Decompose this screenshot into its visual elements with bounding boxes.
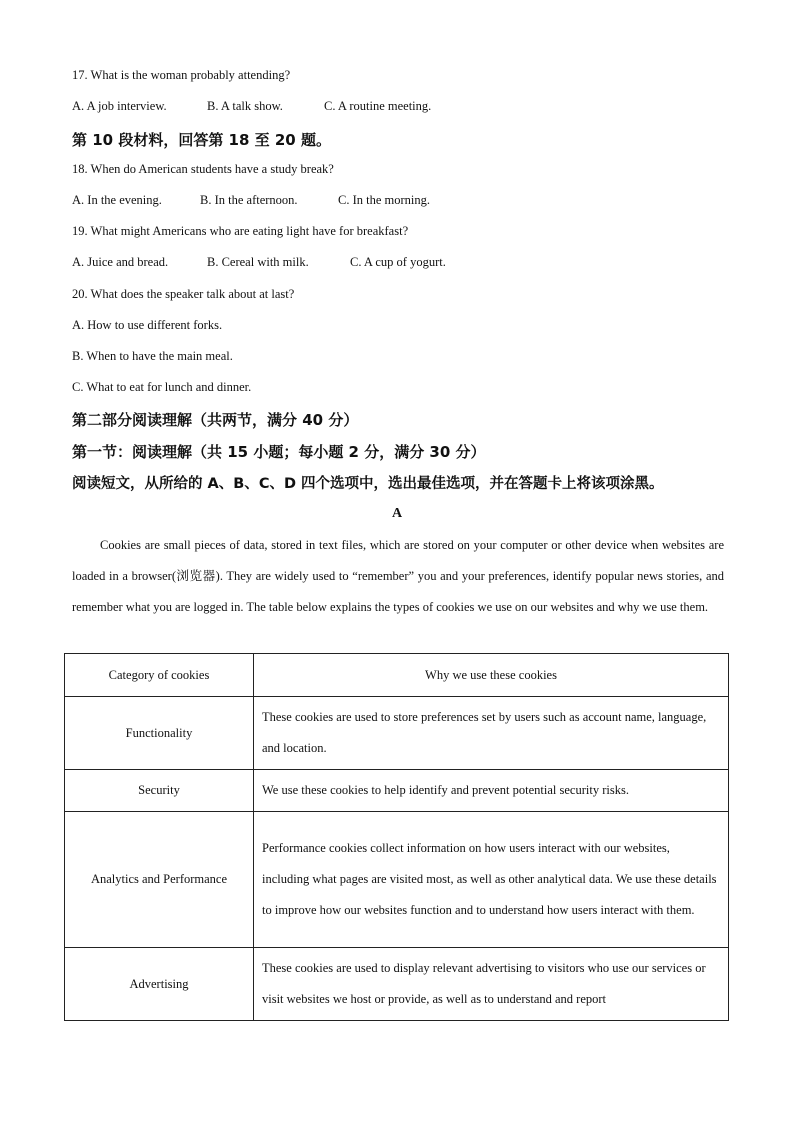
table-row <box>65 697 729 770</box>
question-18: 18. When do American students have a study break? <box>72 162 334 176</box>
option-c: C. A cup of yogurt. <box>350 255 446 269</box>
passage-label: A <box>391 506 403 521</box>
question-20: 20. What does the speaker talk about at last? <box>72 287 295 301</box>
option-a: A. How to use different forks. <box>72 318 223 332</box>
table-row <box>65 948 729 1021</box>
table-header-row <box>65 654 729 697</box>
table-row <box>65 770 729 812</box>
section-10-heading: 第 10 段材料，回答第 18 至 20 题。 <box>72 131 331 149</box>
option-c: C. In the morning. <box>338 193 431 207</box>
table-cell-category: Advertising <box>65 948 254 1021</box>
option-a: A. A job interview. <box>72 99 167 113</box>
option-b: B. Cereal with milk. <box>207 255 309 269</box>
option-b: B. In the afternoon. <box>200 193 298 207</box>
table-header-why: Why we use these cookies <box>254 654 729 697</box>
table-cell-category: Analytics and Performance <box>65 812 254 948</box>
question-17-options <box>72 99 431 114</box>
section-one-heading: 第一节：阅读理解（共 15 小题；每小题 2 分，满分 30 分） <box>72 443 486 461</box>
option-b: B. A talk show. <box>207 99 283 113</box>
passage-paragraph: Cookies are small pieces of data, stored in text files, which are stored on your computer or other device when websites are loaded in a browser(浏览器). They are widely used to “remember” you and your preferences, identify popular news stories, and remember what you are logged in. The table below explains the types of cookies we use on our websites and why we use them. <box>72 538 724 614</box>
option-a: A. In the evening. <box>72 193 162 207</box>
option-c: C. What to eat for lunch and dinner. <box>72 380 252 394</box>
question-17: 17. What is the woman probably attending? <box>72 68 291 82</box>
option-b: B. When to have the main meal. <box>72 349 233 363</box>
question-18-options <box>72 193 430 208</box>
part-two-heading: 第二部分阅读理解（共两节，满分 40 分） <box>72 411 359 429</box>
option-c: C. A routine meeting. <box>324 99 432 113</box>
table-cell-reason: These cookies are used to store preferences set by users such as account name, language, and location. <box>254 697 729 770</box>
table-row <box>65 812 729 948</box>
question-19-options <box>72 255 446 270</box>
table-cell-reason: We use these cookies to help identify and prevent potential security risks. <box>254 770 729 812</box>
question-19: 19. What might Americans who are eating light have for breakfast? <box>72 224 409 238</box>
table-cell-reason: Performance cookies collect information on how users interact with our websites, including what pages are visited most, as well as other analytical data. We use these details to improve how our websites function and to understand how users interact with them. <box>254 812 729 948</box>
reading-instruction: 阅读短文，从所给的 A、B、C、D 四个选项中，选出最佳选项，并在答题卡上将该项涂黑。 <box>72 476 664 492</box>
table-cell-category: Security <box>65 770 254 812</box>
option-a: A. Juice and bread. <box>72 255 169 269</box>
passage-text <box>72 530 724 623</box>
table-cell-reason: These cookies are used to display relevant advertising to visitors who use our services or visit websites we host or provide, as well as to understand and report <box>254 948 729 1021</box>
table-header-category: Category of cookies <box>65 654 254 697</box>
cookies-table <box>64 653 729 1021</box>
table-cell-category: Functionality <box>65 697 254 770</box>
